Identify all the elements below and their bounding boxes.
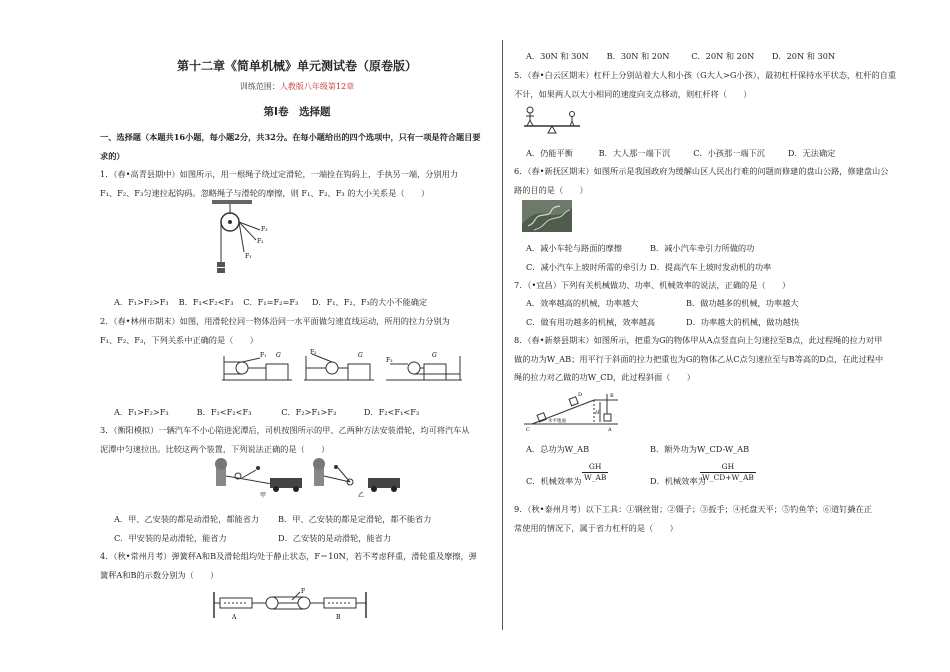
q5-options [526,144,835,163]
q7-option-c[interactable]: C．做有用功越多的机械，效率越高 [526,316,656,327]
q8-fraction-c: GH W_AB [584,462,607,482]
q2-options [114,403,419,422]
q4-label-a: A [232,614,237,621]
q8-fraction-d: GH W_CD+W_AB [702,462,754,482]
q5-option-a[interactable]: A．仍能平衡 [526,148,573,158]
q2-f3-label: F₃ [386,357,393,364]
q7-options [526,294,799,331]
q5-option-b[interactable]: B．大人那一端下沉 [598,148,671,158]
question-1 [100,165,458,202]
q2-text-1: 2．（春•林州市期末）如图，用滑轮拉同一物体沿同一水平面做匀速直线运动，所用的拉力分别为 [100,316,450,326]
q8-option-c[interactable]: C．机械效率为 [526,476,582,486]
q8-option-d-wrap [650,472,706,491]
q4-text-2: 簧秤A和B的示数分别为（ ） [100,569,219,580]
q8-label-a: A [608,427,612,432]
q9-text-1: 9．（秋•泰州月考）以下工具：①钢丝钳；②镊子；③扳手；④托盘天平；⑤钓鱼竿；⑥道钉撬在正 [514,504,873,514]
q4-option-c[interactable]: C．20N 和 20N [691,51,755,61]
q6-option-b[interactable]: B．减小汽车牵引力所做的功 [650,243,755,253]
q3-label-jia: 甲 [260,492,267,498]
q8-label-b: B [610,393,614,399]
q1-label-f1: F₁ [245,253,252,260]
q8-text-2: 做的功为W_AB；用平行于斜面的拉力把重也为G的物体乙从C点匀速拉至与B等高的D点，在此过程中 [514,353,884,364]
q1-options [114,293,427,312]
q2-text-2: F₁、F₂、F₃，下列关系中正确的是（ ） [100,334,258,345]
q8-options [526,440,749,459]
q3-text-1: 3．（衡阳模拟）一辆汽车不小心陷进泥潭后，司机按图所示的甲、乙两种方法安装滑轮，均可将汽车从 [100,425,470,435]
section-heading: 一、选择题（本题共16小题，每小题2分，共32分。在每小题给出的四个选项中，只有一项是符合题目要 求的） [100,132,481,161]
question-9 [514,500,872,537]
q6-option-c[interactable]: C．减小汽车上坡时所需的牵引力 [526,261,647,272]
q3-figure-jia [215,458,302,498]
q4-option-a[interactable]: A．30N 和 30N [526,51,589,61]
q1-option-b[interactable]: B．F₁<F₂<F₃ [178,297,234,307]
q7-option-b[interactable]: B．做功越多的机械，功率越大 [686,298,799,308]
q1-label-f3: F₃ [261,226,268,233]
q1-option-a[interactable]: A．F₁>F₂>F₃ [114,297,169,307]
q3-text-2: 泥潭中匀速拉出。比较这两个装置，下列说法正确的是（ ） [100,443,330,454]
q6-text-2: 路的目的是（ ） [514,184,588,195]
q8-text-1: 8．（春•新蔡县期末）如图所示，把重为G的物体甲从A点竖直向上匀速拉至B点，此过程绳的拉力对甲 [514,335,883,345]
q4-option-b[interactable]: B．30N 和 20N [606,51,670,61]
q5-text-2: 不计，如果两人以大小相同的速度向支点移动，则杠杆将（ ） [514,88,752,99]
q2-pulley-figures [220,348,465,384]
q7-option-d[interactable]: D．功率越大的机械，做功越快 [686,316,800,327]
question-7 [514,276,790,295]
training-scope [100,81,494,92]
q3-figure-yi [313,458,400,498]
q2-figure-3 [386,352,462,380]
q2-g-label-1: G [276,352,281,359]
mountain-road-photo [522,200,572,232]
scope-prefix: 训练范围： [239,82,280,91]
q6-option-a[interactable]: A．减小车轮与路面的摩擦 [526,243,622,253]
question-2 [100,312,450,349]
q9-text-2: 常使用的情况下，属于省力杠杆的是（ ） [514,522,678,533]
q8-label-h: H [595,410,600,416]
q2-f1-label: F₁ [260,352,267,359]
q8-option-d[interactable]: D．机械效率为 [650,476,706,486]
q1-pulley-figure [210,200,270,282]
q3-label-yi: 乙 [358,492,365,498]
q2-f2-label: F₂ [310,349,317,356]
q6-text-1: 6．（春•新抚区期末）如图所示是我国政府为缓解山区人民出行难的问题而修建的盘山公路，修建盘山公 [514,166,889,176]
q2-g-label-3: G [432,352,437,359]
q2-figure-1 [222,352,292,380]
part-heading: 第Ⅰ卷 选择题 [263,106,331,118]
q8-ground-label: 水平地面 [548,419,566,424]
q2-option-b[interactable]: B．F₁<F₂<F₃ [196,407,252,417]
question-8 [514,331,883,387]
q1-option-c[interactable]: C．F₁=F₂=F₃ [243,297,299,307]
q5-lever-figure [522,106,582,134]
column-divider [502,40,503,630]
q3-option-c[interactable]: C．甲安装的是动滑轮，能省力 [114,532,227,543]
q1-text-1: 1．（春•高青县期中）如图所示，用一根绳子绕过定滑轮，一端拴在钩码上，手执另一端，分别用力 [100,169,459,179]
exam-title: 第十二章《简单机械》单元测试卷（原卷版） [176,59,417,73]
q7-option-a[interactable]: A．效率越高的机械，功率越大 [526,298,639,308]
q4-label-b: B [336,614,341,621]
q4-text-1: 4．（秋•常州月考）弹簧秤A和B及滑轮组均处于静止状态，F＝10N，若不考虑秤重，滑轮重及摩擦，弹 [100,551,477,561]
q3-option-d[interactable]: D．乙安装的是动滑轮，能省力 [278,532,392,543]
q8-options-cd [526,472,580,491]
q1-option-d[interactable]: D．F₁、F₂、F₃的大小不能确定 [311,297,428,307]
q8-label-d: D [578,392,583,398]
q3-car-figure [212,458,412,498]
question-5 [514,66,896,103]
q8-option-b[interactable]: B．额外功为W_CD-W_AB [650,444,750,454]
q8-option-a[interactable]: A．总功为W_AB [526,444,590,454]
q2-figure-2 [304,349,374,380]
q4-option-d[interactable]: D．20N 和 30N [771,51,836,61]
question-6 [514,162,888,199]
q1-label-f2: F₂ [257,238,264,245]
q1-text-2: F₁、F₂、F₃匀速拉起钩码。忽略绳子与滑轮的摩擦，则 F₁、F₂、F₃ 的大小关系是（ ） [100,187,430,198]
q4-options [526,47,835,66]
q3-option-a[interactable]: A．甲、乙安装的都是动滑轮，都能省力 [114,514,260,524]
q7-text-1: 7．（•宜昌）下列有关机械做功、功率、机械效率的说法，正确的是（ ） [514,280,791,290]
q2-option-a[interactable]: A．F₁>F₂>F₃ [114,407,169,417]
q4-label-f: F [301,588,306,595]
scope-value: 人教版八年级第12章 [279,82,355,91]
q5-text-1: 5．（春•白云区期末）杠杆上分别站着大人和小孩（G大人>G小孩），最初杠杆保持水平状态，杠杆的自重 [514,70,897,80]
q8-text-3: 绳的拉力对乙做的功W_CD，此过程斜面（ ） [514,372,695,383]
q5-option-c[interactable]: C．小孩那一端下沉 [693,148,765,158]
q4-spring-scale-figure [212,588,372,622]
q2-option-d[interactable]: D．F₂<F₁<F₃ [363,407,420,417]
q6-option-d[interactable]: D．提高汽车上坡时发动机的功率 [650,261,772,272]
q2-g-label-2: G [358,352,363,359]
q8-incline-figure [522,388,622,432]
q8-label-c: C [526,427,530,432]
q5-option-d[interactable]: D．无法确定 [787,148,836,158]
q2-option-c[interactable]: C．F₂>F₁>F₃ [281,407,337,417]
question-3 [100,421,470,458]
question-4 [100,547,477,584]
q6-options [526,239,771,276]
q3-options [114,510,431,547]
q3-option-b[interactable]: B．甲、乙安装的都是定滑轮，都不能省力 [278,514,432,524]
